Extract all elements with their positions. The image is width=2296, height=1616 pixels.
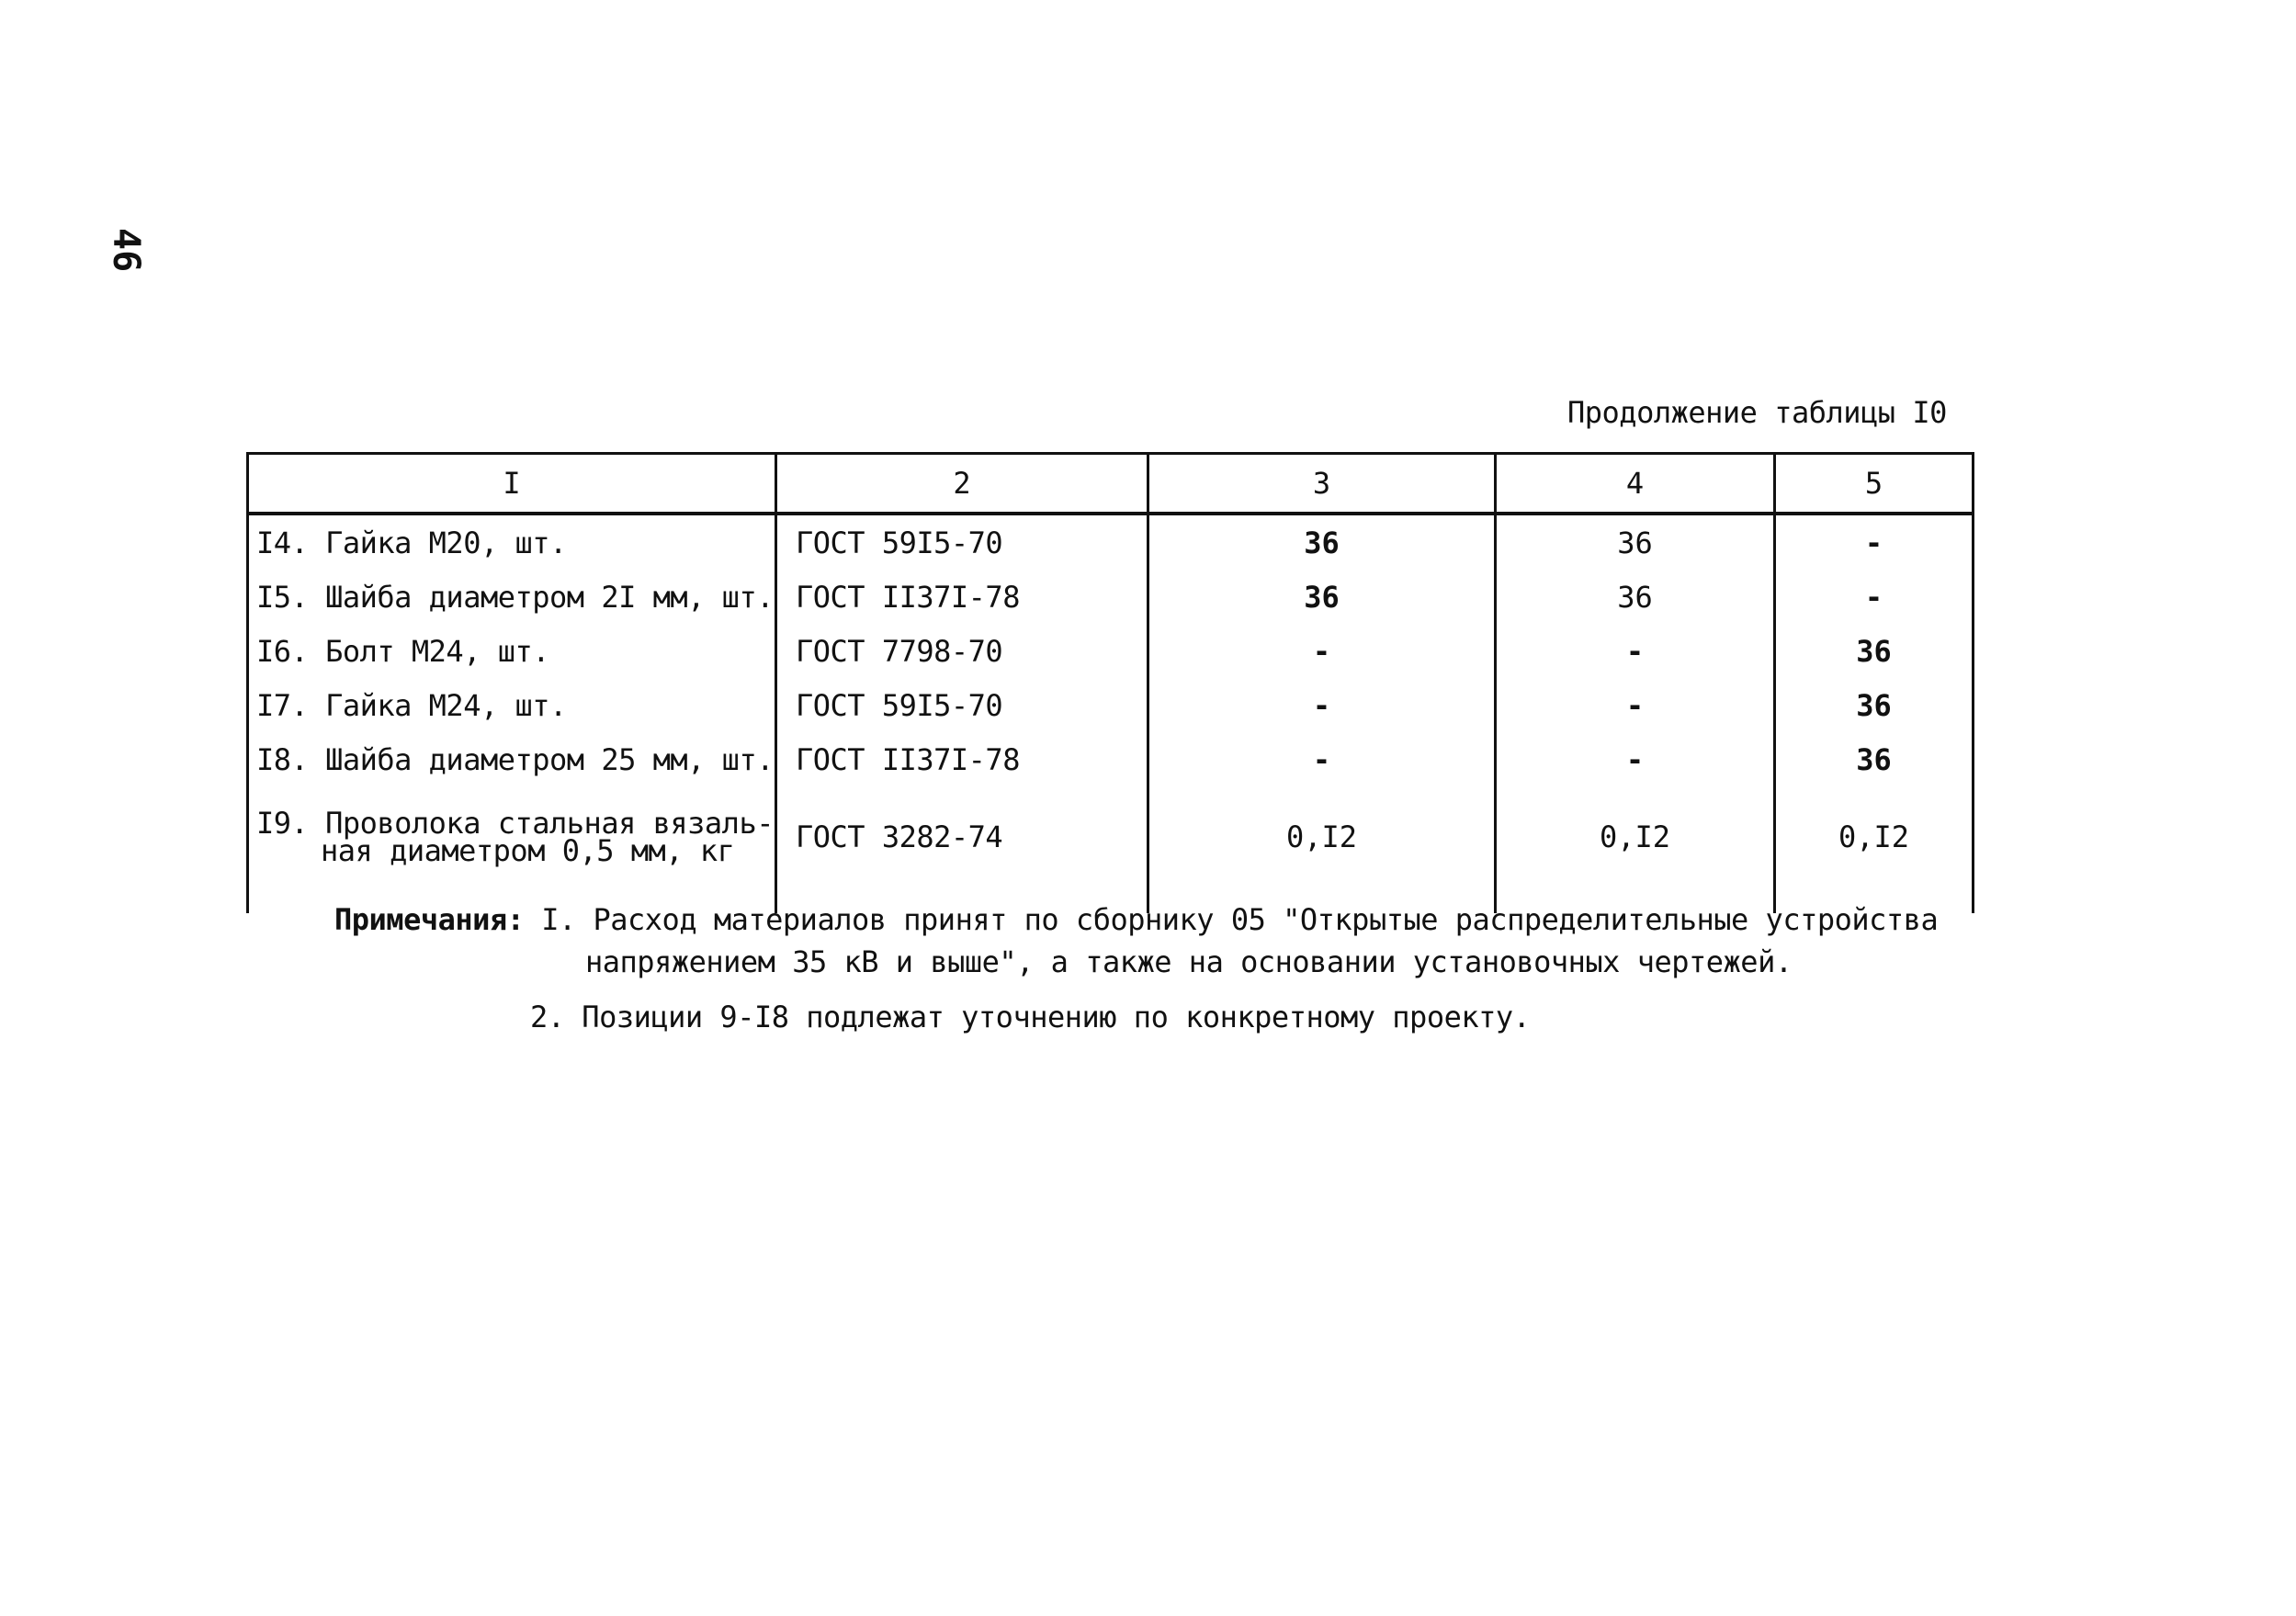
item-standard: ГОСТ 7798-70	[776, 624, 1148, 678]
item-name: I6. Болт М24, шт.	[248, 624, 776, 678]
page-number: 46	[105, 228, 147, 273]
table-row	[248, 624, 1974, 678]
item-standard: ГОСТ 59I5-70	[776, 678, 1148, 732]
item-quantity-col5: 36	[1775, 624, 1974, 678]
column-header: 3	[1148, 454, 1496, 514]
item-quantity-col4: -	[1496, 624, 1775, 678]
item-standard: ГОСТ 3282-74	[776, 786, 1148, 887]
table-row	[248, 786, 1974, 887]
notes-label: Примечания:	[334, 902, 525, 937]
item-name-line-1: I9. Проволока стальная вязаль-	[256, 806, 774, 841]
note-2: 2. Позиции 9-I8 подлежат уточнению по конкретному проекту.	[530, 1000, 1531, 1034]
item-name	[248, 786, 776, 887]
item-quantity-col4: 36	[1496, 514, 1775, 570]
table-row	[248, 570, 1974, 624]
note-1-line-2: напряжением 35 кВ и выше", а также на основании установочных чертежей.	[585, 944, 1793, 979]
item-quantity-col3: 0,I2	[1148, 786, 1496, 887]
item-name: I5. Шайба диаметром 2I мм, шт.	[248, 570, 776, 624]
item-name: I8. Шайба диаметром 25 мм, шт.	[248, 732, 776, 786]
note-1	[334, 898, 1938, 941]
item-quantity-col5: 36	[1775, 732, 1974, 786]
item-quantity-col3: 36	[1148, 514, 1496, 570]
item-name-line-2: ная диаметром 0,5 мм, кг	[321, 833, 735, 868]
table-row	[248, 514, 1974, 570]
item-quantity-col5: 0,I2	[1775, 786, 1974, 887]
materials-table-container	[246, 452, 1972, 913]
item-quantity-col4: -	[1496, 678, 1775, 732]
table-row	[248, 678, 1974, 732]
table-row	[248, 732, 1974, 786]
item-quantity-col4: 36	[1496, 570, 1775, 624]
item-name: I4. Гайка М20, шт.	[248, 514, 776, 570]
table-continuation-caption: Продолжение таблицы I0	[1567, 395, 1947, 430]
notes-block	[334, 898, 1938, 1038]
item-quantity-col3: -	[1148, 678, 1496, 732]
item-quantity-col5: -	[1775, 570, 1974, 624]
column-header: 5	[1775, 454, 1974, 514]
column-header: 2	[776, 454, 1148, 514]
item-quantity-col3: 36	[1148, 570, 1496, 624]
item-quantity-col4: 0,I2	[1496, 786, 1775, 887]
item-standard: ГОСТ II37I-78	[776, 732, 1148, 786]
item-standard: ГОСТ II37I-78	[776, 570, 1148, 624]
item-quantity-col3: -	[1148, 624, 1496, 678]
note-1-line-1: I. Расход материалов принят по сборнику 05 "Открытые распределительные устройства	[541, 902, 1939, 937]
item-quantity-col5: 36	[1775, 678, 1974, 732]
item-quantity-col4: -	[1496, 732, 1775, 786]
column-header: I	[248, 454, 776, 514]
item-standard: ГОСТ 59I5-70	[776, 514, 1148, 570]
item-quantity-col3: -	[1148, 732, 1496, 786]
column-header: 4	[1496, 454, 1775, 514]
table-header-row	[248, 454, 1974, 514]
item-name: I7. Гайка М24, шт.	[248, 678, 776, 732]
item-quantity-col5: -	[1775, 514, 1974, 570]
materials-table	[246, 452, 1974, 913]
